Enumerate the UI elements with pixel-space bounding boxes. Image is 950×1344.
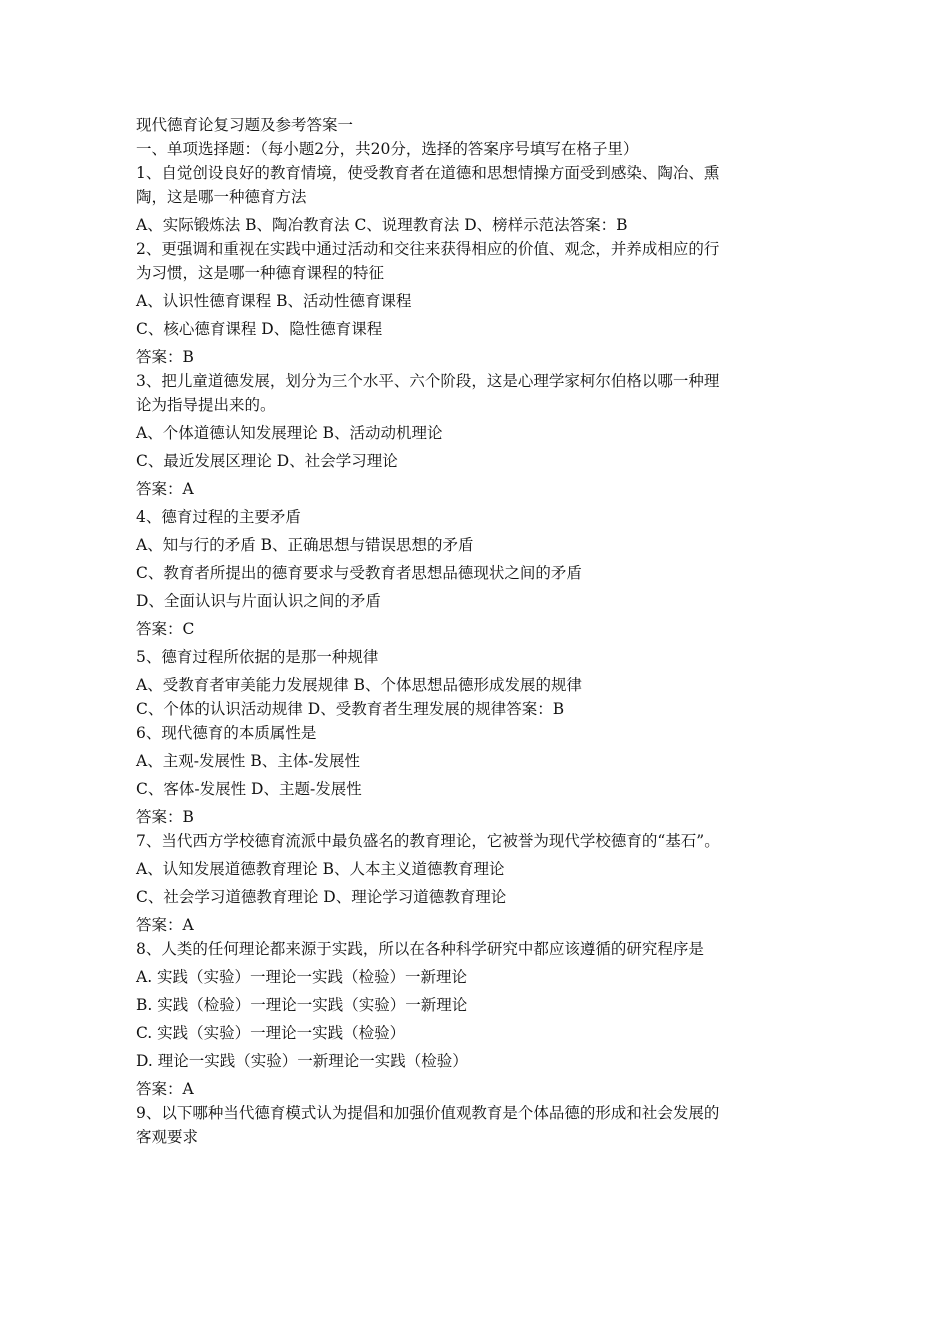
question-4: 4、德育过程的主要矛盾 [136,508,301,526]
question-8-option-c: C. 实践（实验）一理论一实践（检验） [136,1024,406,1042]
question-7-answer: 答案：A [136,916,194,934]
document-body [136,113,726,1149]
question-7-options-cd: C、社会学习道德教育理论 D、理论学习道德教育理论 [136,888,507,906]
question-7: 7、当代西方学校德育流派中最负盛名的教育理论，它被誉为现代学校德育的“基石”。 [136,832,720,850]
question-4-answer: 答案：C [136,620,195,638]
question-6-answer: 答案：B [136,808,194,826]
question-4-options-ab: A、知与行的矛盾 B、正确思想与错误思想的矛盾 [136,536,474,554]
question-2-options-cd: C、核心德育课程 D、隐性德育课程 [136,320,383,338]
question-2: 2、更强调和重视在实践中通过活动和交往来获得相应的价值、观念，并养成相应的行为习惯，这是哪一种德育课程的特征 [136,240,720,282]
question-6: 6、现代德育的本质属性是 [136,724,317,742]
question-8: 8、人类的任何理论都来源于实践，所以在各种科学研究中都应该遵循的研究程序是 [136,940,704,958]
question-4-option-c: C、教育者所提出的德育要求与受教育者思想品德现状之间的矛盾 [136,564,582,582]
question-3-answer: 答案：A [136,480,194,498]
question-8-option-d: D. 理论一实践（实验）一新理论一实践（检验） [136,1052,468,1070]
document-title: 现代德育论复习题及参考答案一 [136,116,354,134]
question-1-options: A、实际锻炼法 B、陶冶教育法 C、说理教育法 D、榜样示范法答案：B [136,216,628,234]
question-1: 1、自觉创设良好的教育情境，使受教育者在道德和思想情操方面受到感染、陶冶、熏陶，这是哪一种德育方法 [136,164,720,206]
question-3-options-ab: A、个体道德认知发展理论 B、活动动机理论 [136,424,443,442]
question-8-option-a: A. 实践（实验）一理论一实践（检验）一新理论 [136,968,468,986]
question-6-options-ab: A、主观-发展性 B、主体-发展性 [136,752,360,770]
question-2-options-ab: A、认识性德育课程 B、活动性德育课程 [136,292,412,310]
question-6-options-cd: C、客体-发展性 D、主题-发展性 [136,780,362,798]
question-5-options-ab: A、受教育者审美能力发展规律 B、个体思想品德形成发展的规律 [136,676,583,694]
question-5: 5、德育过程所依据的是那一种规律 [136,648,379,666]
question-2-answer: 答案：B [136,348,194,366]
question-7-options-ab: A、认知发展道德教育理论 B、人本主义道德教育理论 [136,860,505,878]
question-5-options-cd: C、个体的认识活动规律 D、受教育者生理发展的规律答案：B [136,700,565,718]
question-9: 9、以下哪种当代德育模式认为提倡和加强价值观教育是个体品德的形成和社会发展的客观要求 [136,1104,720,1146]
question-3: 3、把儿童道德发展，划分为三个水平、六个阶段，这是心理学家柯尔伯格以哪一种理论为指导提出来的。 [136,372,720,414]
question-8-answer: 答案：A [136,1080,194,1098]
question-8-option-b: B. 实践（检验）一理论一实践（实验）一新理论 [136,996,468,1014]
question-4-option-d: D、全面认识与片面认识之间的矛盾 [136,592,381,610]
question-3-options-cd: C、最近发展区理论 D、社会学习理论 [136,452,398,470]
section-heading: 一、单项选择题：（每小题2分，共20分，选择的答案序号填写在格子里） [136,140,639,158]
